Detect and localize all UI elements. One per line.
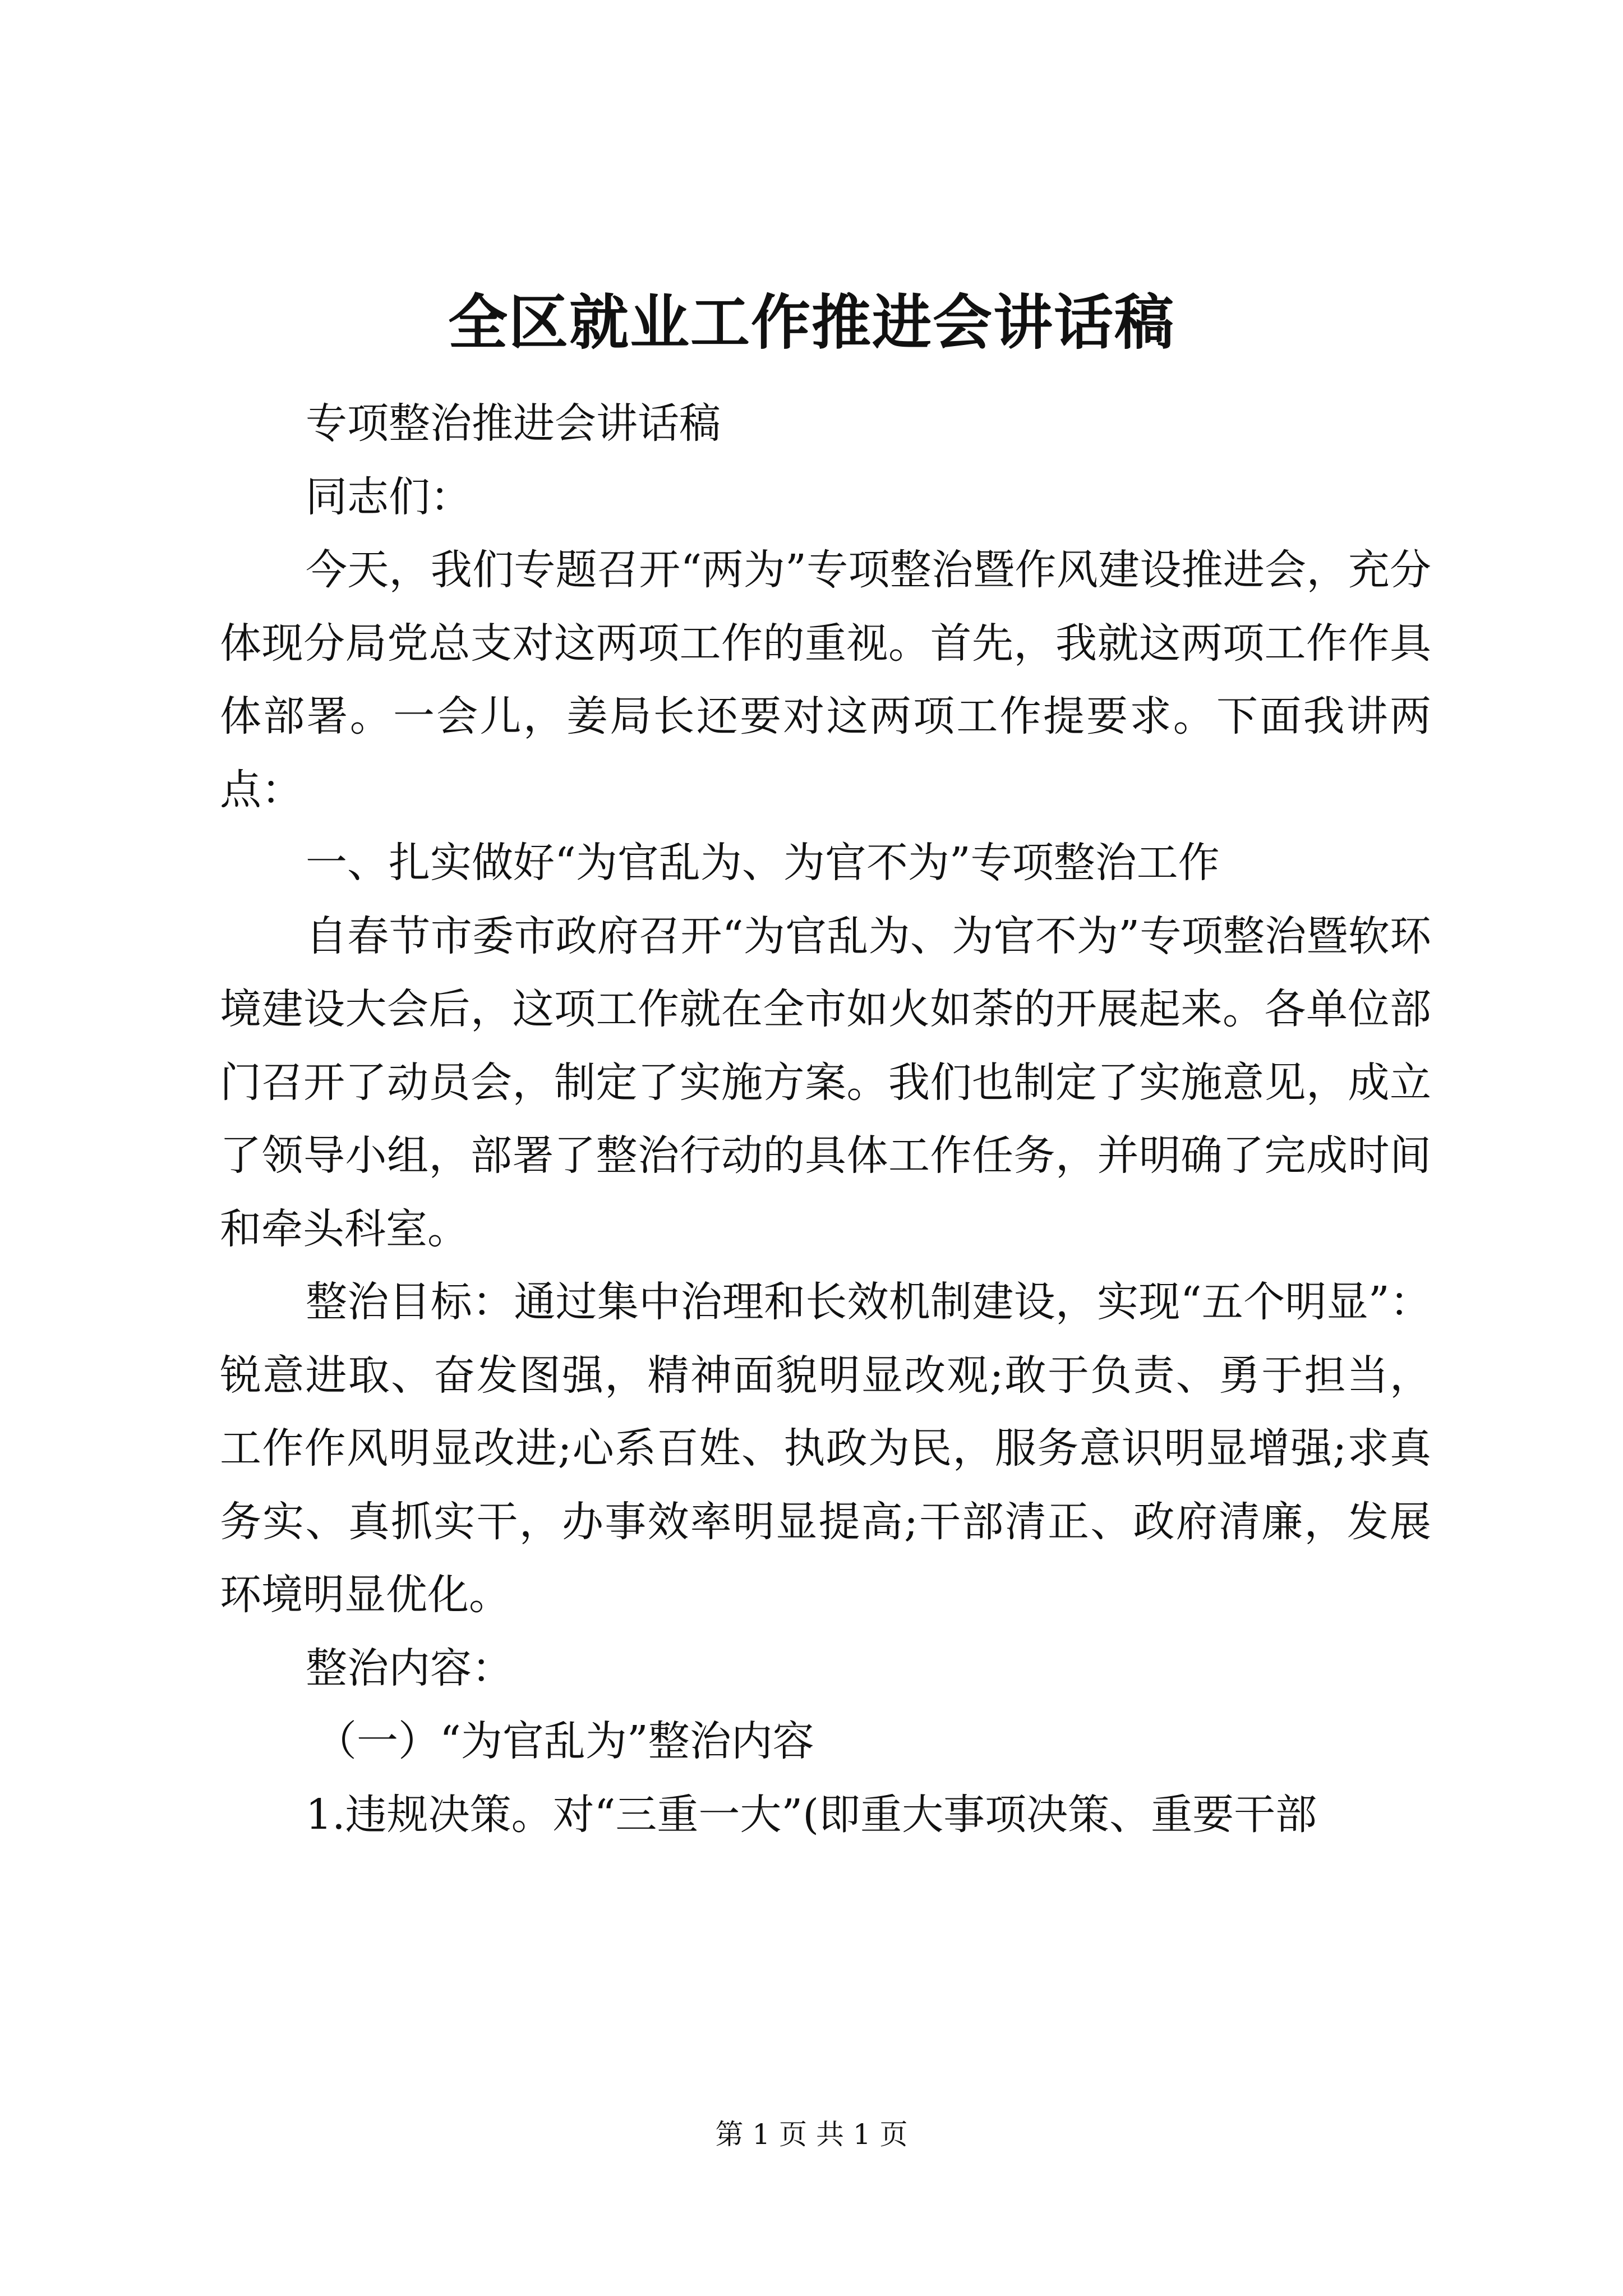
body-paragraph: 自春节市委市政府召开“为官乱为、为官不为”专项整治暨软环境建设大会后，这项工作就在全市如火如荼的开展起来。各单位部门召开了动员会，制定了实施方案。我们也制定了实施意见，成立了领导小组，部署了整治行动的具体工作任务，并明确了完成时间和牵头科室。 <box>220 912 1431 1253</box>
body-paragraph: 1.违规决策。对“三重一大”(即重大事项决策、重要干部 <box>306 1790 1317 1839</box>
salutation-paragraph: 同志们： <box>306 472 472 521</box>
body-paragraph: 今天，我们专题召开“两为”专项整治暨作风建设推进会，充分体现分局党总支对这两项工作的重视。首先，我就这两项工作作具体部署。一会儿，姜局长还要对这两项工作提要求。下面我讲两点： <box>220 546 1431 814</box>
section-heading: 一、扎实做好“为官乱为、为官不为”专项整治工作 <box>306 839 1220 887</box>
document-title: 全区就业工作推进会讲话稿 <box>448 287 1175 357</box>
body-paragraph: 整治内容： <box>306 1644 513 1692</box>
subtitle-paragraph: 专项整治推进会讲话稿 <box>306 399 721 448</box>
document-body <box>220 387 1431 1851</box>
body-paragraph: 整治目标：通过集中治理和长效机制建设，实现“五个明显”：锐意进取、奋发图强，精神面貌明显改观;敢于负责、勇于担当，工作作风明显改进;心系百姓、执政为民，服务意识明显增强;求真务实、真抓实干，办事效率明显提高;干部清正、政府清廉，发展环境明显优化。 <box>220 1278 1431 1619</box>
subsection-heading: （一）“为官乱为”整治内容 <box>315 1717 814 1765</box>
page-footer: 第 1 页 共 1 页 <box>715 2118 908 2151</box>
